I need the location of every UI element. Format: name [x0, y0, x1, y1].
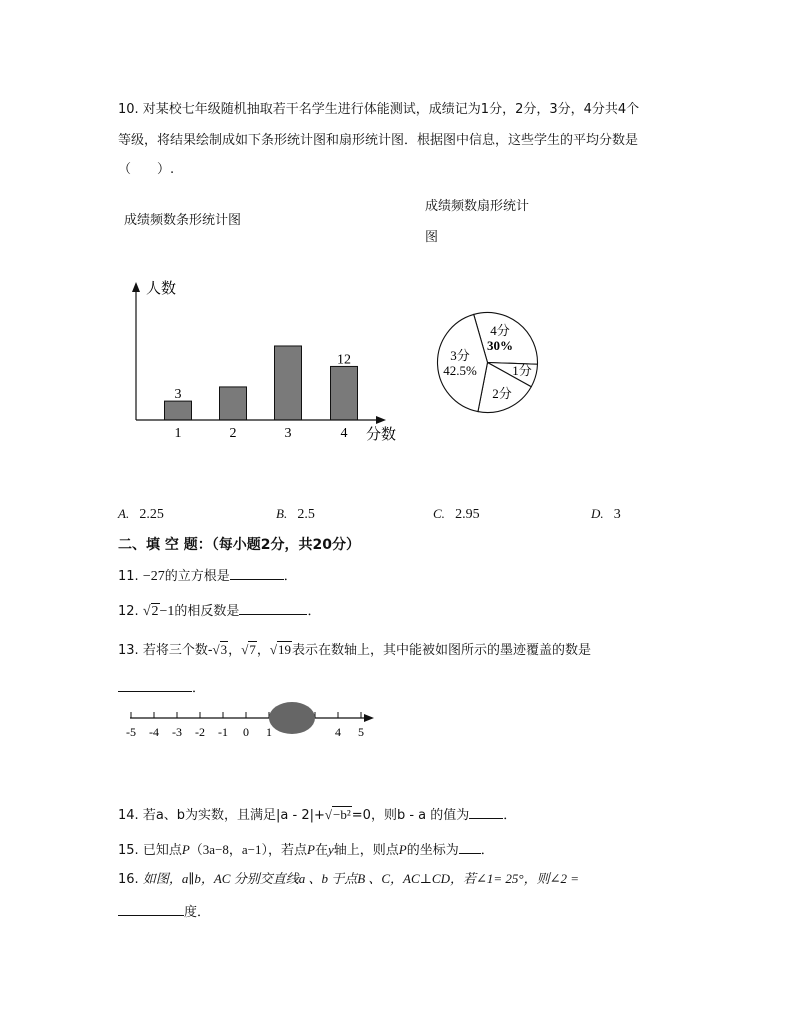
- q13-root-1: √3: [212, 642, 228, 657]
- option-d[interactable]: [591, 505, 621, 524]
- x-axis-arrow: [376, 416, 386, 424]
- q10-line1: 10. 对某校七年级随机抽取若干名学生进行体能测试，成绩记为1分，2分，3分，4分共4个: [118, 102, 640, 117]
- q12-number: 12.: [118, 604, 139, 619]
- pie-slice-percent-1: 30%: [487, 338, 513, 353]
- pie-chart-title-line1: 成绩频数扇形统计: [425, 199, 530, 214]
- pie-slice-percent-4: 42.5%: [443, 363, 477, 378]
- q16-number: 16.: [118, 872, 139, 887]
- q12-answer-blank[interactable]: [239, 600, 307, 615]
- q11: [118, 565, 297, 586]
- pie-slice-label-4: 3分: [450, 348, 470, 363]
- pie-slice-label-3: 2分: [492, 386, 512, 401]
- q12-radicand: 2: [151, 604, 159, 619]
- number-line-label: -1: [218, 725, 228, 739]
- option-a-value: 2.25: [139, 507, 164, 522]
- q10-line2: 等级，将结果绘制成如下条形统计图和扇形统计图．根据图中信息，这些学生的平均分数是: [118, 133, 639, 148]
- option-c[interactable]: [433, 505, 480, 524]
- bar-chart-title: 成绩频数条形统计图: [124, 213, 242, 228]
- section-2-title: 二、填 空 题：（每小题2分，共20分）: [118, 537, 360, 553]
- number-line-label: 4: [335, 725, 341, 739]
- option-b[interactable]: [276, 505, 315, 524]
- pie-chart-title-line2: 图: [425, 230, 439, 245]
- pie-chart: [430, 305, 545, 420]
- bar-3: [275, 346, 302, 420]
- number-line-label: -5: [126, 725, 136, 739]
- q16-line2: [118, 901, 210, 922]
- bar-chart: [120, 270, 410, 450]
- bar-data-label-4: 12: [337, 352, 351, 368]
- number-line-label: 5: [358, 725, 364, 739]
- q16-answer-blank[interactable]: [118, 901, 184, 916]
- bar-1: [165, 401, 192, 420]
- q15-number: 15.: [118, 843, 139, 858]
- q16-line2-end: 度．: [184, 905, 211, 920]
- q13: [118, 641, 591, 660]
- x-tick-label-2: 2: [229, 426, 237, 441]
- number-line-label: -2: [195, 725, 205, 739]
- q15-point-p: P: [181, 842, 190, 857]
- option-a-letter: A.: [118, 506, 130, 521]
- bar-2: [220, 387, 247, 420]
- q13-answer-blank[interactable]: [118, 677, 192, 692]
- y-axis-arrow: [132, 282, 140, 292]
- x-axis-label: 分数: [366, 427, 397, 443]
- q11-text: 的立方根是: [164, 569, 230, 584]
- q11-number: 11.: [118, 569, 139, 584]
- q10-line3: （ ）.: [118, 162, 175, 177]
- q14-number: 14.: [118, 808, 139, 823]
- number-line-label: 1: [266, 725, 272, 739]
- q13-root-1-radicand: 3: [220, 642, 228, 657]
- q13-root-3: √19: [269, 642, 291, 657]
- q14: [118, 804, 516, 825]
- x-tick-label-4: 4: [340, 426, 348, 441]
- q13-sep-1: ，: [228, 643, 242, 658]
- number-line-label: 0: [243, 725, 249, 739]
- number-line: [118, 700, 380, 745]
- q12: [118, 600, 320, 621]
- option-c-letter: C.: [433, 506, 445, 521]
- bar-4: [331, 366, 358, 420]
- number-line-arrow: [364, 714, 374, 722]
- q11-answer-blank[interactable]: [230, 565, 284, 580]
- q14-text-b: =0，则b - a 的值为: [351, 808, 470, 823]
- number-line-label: -3: [172, 725, 182, 739]
- q13-text-a: 若将三个数-: [142, 643, 213, 658]
- q13-root-3-radicand: 19: [277, 642, 291, 657]
- q14-text-a: 若a、b为实数，且满足|a - 2|+: [142, 808, 325, 823]
- q12-end: ．: [307, 604, 321, 619]
- q15-point-p-3: P: [398, 842, 407, 857]
- option-c-value: 2.95: [455, 507, 480, 522]
- q15-point-p-2: P: [307, 842, 315, 857]
- q14-answer-blank[interactable]: [469, 804, 503, 819]
- option-d-letter: D.: [591, 506, 604, 521]
- q13-end: ．: [192, 681, 206, 696]
- q16-line1: 如图，a∥b，AC 分别交直线a 、b 于点B 、C，AC⊥CD，若∠1= 25°，则∠2 =: [142, 871, 579, 886]
- ink-blot: [269, 702, 315, 734]
- q15-text-a: 已知点: [142, 843, 182, 858]
- q16: [118, 870, 579, 889]
- q14-radicand: −b²: [333, 807, 351, 822]
- q15-text-b: 在: [314, 843, 328, 858]
- q13-root-2: √7: [241, 642, 256, 657]
- q15-y: y: [327, 842, 334, 857]
- q15-text-d: 的坐标为: [406, 843, 459, 858]
- q15-answer-blank[interactable]: [459, 839, 481, 854]
- q15-coords: （3a−8，a−1），若点: [189, 842, 308, 857]
- option-d-value: 3: [613, 507, 621, 522]
- q13-sep-2: ，: [256, 643, 270, 658]
- q15-end: ．: [480, 843, 494, 858]
- q12-text: 的相反数是: [174, 604, 240, 619]
- pie-slice-label-2: 1分: [512, 363, 532, 378]
- number-line-label: -4: [149, 725, 159, 739]
- q11-math: −27: [142, 569, 165, 584]
- x-tick-label-1: 1: [174, 426, 182, 441]
- x-tick-label-3: 3: [284, 426, 292, 441]
- q13-text-b: 表示在数轴上，其中能被如图所示的墨迹覆盖的数是: [291, 643, 591, 658]
- q12-minus: −1: [159, 604, 175, 619]
- q12-math: √2−1: [142, 604, 175, 619]
- q11-end: ．: [283, 569, 297, 584]
- pie-slice-label-1: 4分: [490, 323, 510, 338]
- y-axis-label: 人数: [146, 281, 177, 297]
- q14-end: ．: [503, 808, 517, 823]
- option-a[interactable]: [118, 505, 164, 524]
- option-b-letter: B.: [276, 506, 288, 521]
- q13-answer-line: [118, 677, 205, 698]
- q14-root: √−b²: [324, 807, 351, 822]
- bar-data-label-1: 3: [174, 387, 182, 403]
- q13-number: 13.: [118, 643, 139, 658]
- option-b-value: 2.5: [297, 507, 315, 522]
- q13-root-2-radicand: 7: [249, 642, 256, 657]
- q15-text-c: 轴上，则点: [333, 843, 399, 858]
- q15: [118, 839, 494, 860]
